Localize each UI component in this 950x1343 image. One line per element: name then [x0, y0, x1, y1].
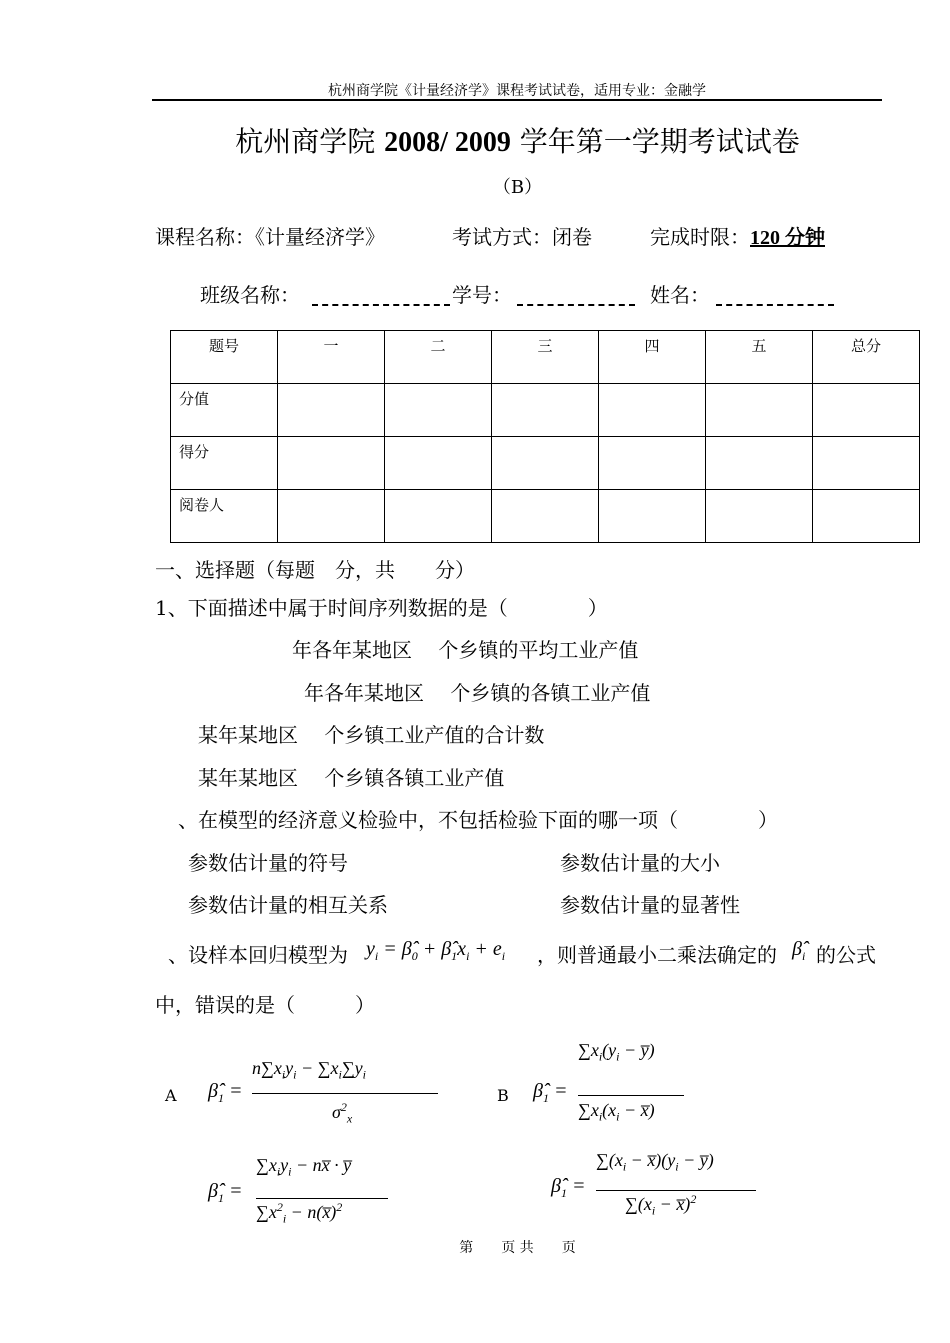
question-1-stem: 1、下面描述中属于时间序列数据的是（ ） [155, 596, 608, 620]
option-b-numerator: $\sum x_i(y_i$ − y̅) [578, 1040, 655, 1064]
option-a-denominator: $\sigma^2_x$ [332, 1100, 353, 1126]
header-divider [152, 99, 882, 101]
question-1-option: 年各年某地区 个乡镇的各镇工业产值 [304, 681, 651, 705]
table-cell[interactable] [813, 490, 920, 543]
option-a-letter: A [165, 1086, 177, 1105]
option-b-lhs: $\betâ_1$ = [533, 1080, 568, 1105]
question-2-option: 参数估计量的显著性 [560, 893, 740, 917]
section-heading: 一、选择题（每题 分，共 分） [155, 558, 475, 582]
beta-i-symbol: $\betâ_i$ [792, 938, 806, 963]
table-cell[interactable] [706, 384, 813, 437]
time-limit-value: 120 分钟 [750, 227, 825, 249]
table-cell[interactable] [706, 490, 813, 543]
table-header-cell: 四 [599, 331, 706, 384]
table-header-cell: 题号 [171, 331, 278, 384]
option-b-fraction-bar [578, 1095, 684, 1096]
table-cell[interactable] [813, 384, 920, 437]
table-header-cell: 三 [492, 331, 599, 384]
question-3-stem-end: 的公式 [816, 943, 876, 967]
time-limit [650, 221, 825, 250]
table-row [171, 437, 920, 490]
exam-version: （B） [492, 177, 543, 198]
question-2-option: 参数估计量的符号 [188, 851, 348, 875]
table-cell[interactable] [599, 490, 706, 543]
table-cell[interactable] [385, 490, 492, 543]
option-c-numerator: $\sum x_iy_i$ − nx̅ · y̅ [256, 1155, 352, 1179]
table-cell[interactable] [278, 490, 385, 543]
row-label: 分值 [171, 384, 278, 437]
table-header-cell: 总分 [813, 331, 920, 384]
student-id-blank[interactable] [517, 290, 635, 310]
question-3-stem-start: 、设样本回归模型为 [168, 943, 348, 967]
running-header: 杭州商学院《计量经济学》课程考试试卷，适用专业：金融学 [328, 83, 706, 99]
option-b-letter: B [497, 1086, 509, 1105]
table-cell[interactable] [385, 437, 492, 490]
title-year: 2008/ 2009 [384, 127, 511, 158]
title-term: 学年第一学期考试试卷 [519, 125, 800, 158]
question-1-option: 某年某地区 个乡镇工业产值的合计数 [198, 723, 545, 747]
table-cell[interactable] [492, 490, 599, 543]
table-header-cell: 一 [278, 331, 385, 384]
option-a-fraction-bar [252, 1093, 438, 1094]
option-a-numerator: $n\sum x_iy_i - \sum x_i\sum y_i$ [252, 1058, 366, 1082]
table-cell[interactable] [492, 384, 599, 437]
option-c-denominator: $\sum x^2_i$ − n(x̅)$^2$ [256, 1200, 343, 1226]
score-table [170, 330, 920, 543]
table-row [171, 384, 920, 437]
course-name: 课程名称：《计量经济学》 [155, 225, 385, 249]
option-d-lhs: $\betâ_1$ = [551, 1175, 586, 1200]
title-school: 杭州商学院 [235, 125, 376, 158]
row-label: 得分 [171, 437, 278, 490]
option-b-denominator: $\sum x_i(x_i$ − x̅) [578, 1100, 655, 1124]
table-cell[interactable] [385, 384, 492, 437]
table-cell[interactable] [599, 437, 706, 490]
student-name-blank[interactable] [716, 290, 834, 310]
score-table-header-row [171, 331, 920, 384]
student-id-label: 学号： [452, 283, 512, 307]
table-cell[interactable] [278, 384, 385, 437]
option-d-denominator: $\sum(x_i$ − x̅)$^2$ [625, 1192, 697, 1218]
table-cell[interactable] [599, 384, 706, 437]
row-label: 阅卷人 [171, 490, 278, 543]
page-title [0, 120, 950, 160]
table-cell[interactable] [492, 437, 599, 490]
exam-mode: 考试方式：闭卷 [452, 225, 592, 249]
table-cell[interactable] [278, 437, 385, 490]
question-2-option: 参数估计量的大小 [560, 851, 720, 875]
class-name-label: 班级名称： [200, 283, 300, 307]
option-a-lhs: $\betâ_1$ = [208, 1080, 243, 1105]
option-d-numerator: $\sum(x_i$ − $x̅)(y_i$ − y̅) [596, 1150, 714, 1174]
option-c-fraction-bar [256, 1198, 388, 1199]
regression-model-formula: $y_i$ = $\betâ_0$ + $\betâ_1x_i + e_i$ [366, 938, 506, 963]
class-name-blank[interactable] [312, 290, 450, 310]
student-name-label: 姓名： [650, 283, 710, 307]
question-2-option: 参数估计量的相互关系 [188, 893, 388, 917]
question-1-option: 某年某地区 个乡镇各镇工业产值 [198, 766, 505, 790]
question-3-stem-line2: 中，错误的是（ ） [155, 993, 375, 1017]
table-cell[interactable] [813, 437, 920, 490]
option-c-lhs: $\betâ_1$ = [208, 1180, 243, 1205]
question-1-option: 年各年某地区 个乡镇的平均工业产值 [292, 638, 639, 662]
question-2-stem: 、在模型的经济意义检验中，不包括检验下面的哪一项（ ） [178, 808, 778, 832]
question-3-stem-middle: ，则普通最小二乘法确定的 [537, 943, 777, 967]
option-d-fraction-bar [596, 1190, 756, 1191]
table-row [171, 490, 920, 543]
page-footer: 第 页 共 页 [459, 1240, 576, 1256]
table-cell[interactable] [706, 437, 813, 490]
table-header-cell: 五 [706, 331, 813, 384]
time-limit-label: 完成时限： [650, 225, 750, 249]
table-header-cell: 二 [385, 331, 492, 384]
